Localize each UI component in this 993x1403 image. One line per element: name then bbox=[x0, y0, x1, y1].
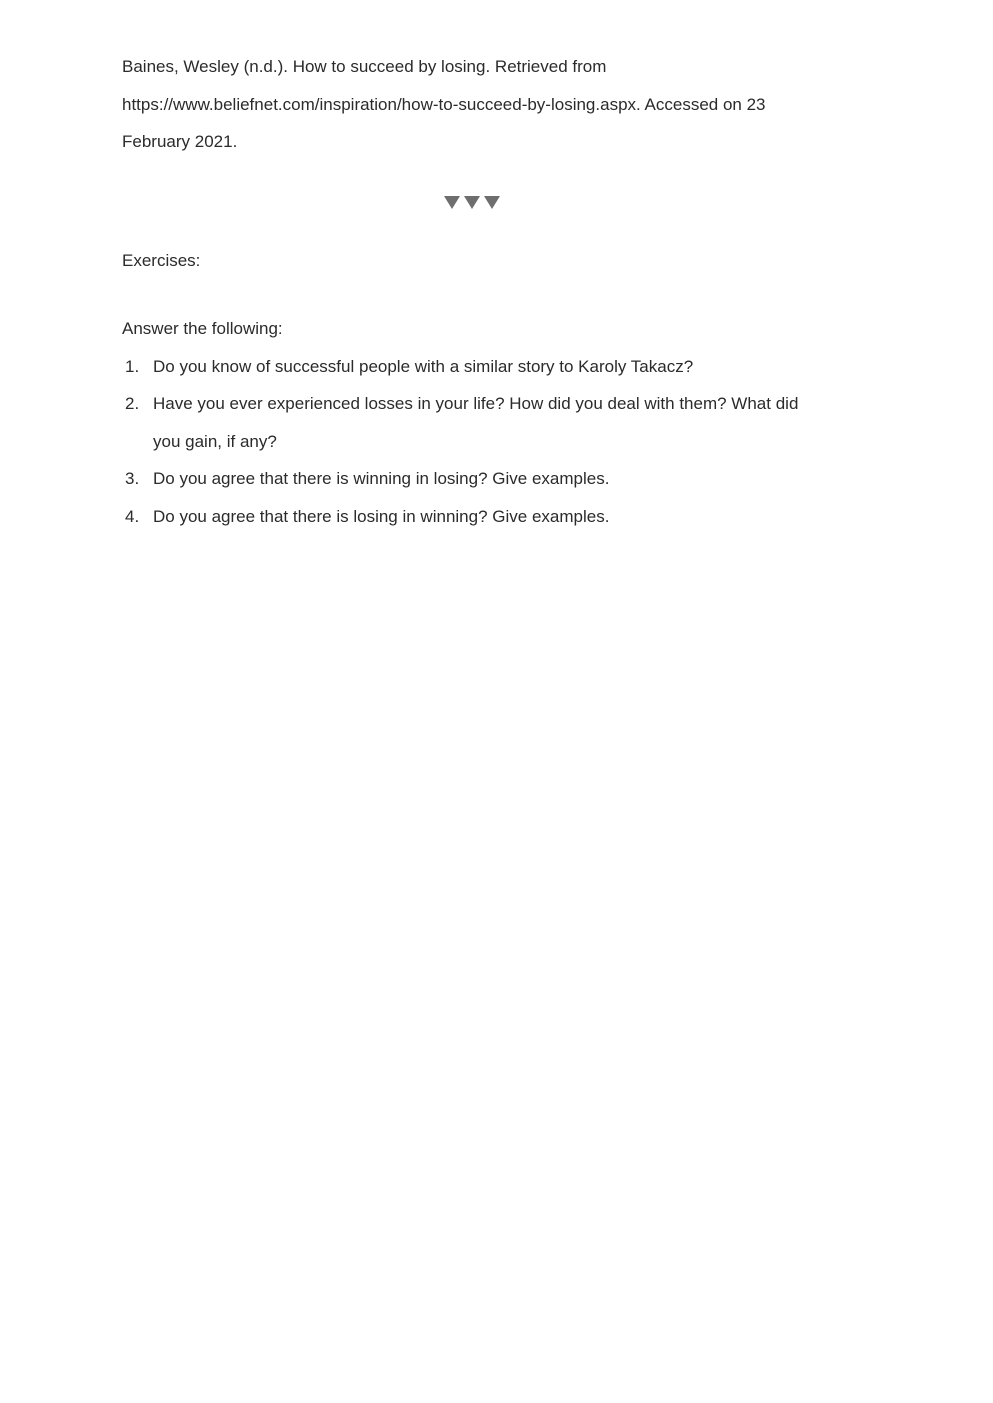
list-item bbox=[122, 498, 822, 536]
question-text: Have you ever experienced losses in your life? How did you deal with them? What did you gain, if any? bbox=[153, 394, 799, 451]
document-page bbox=[122, 48, 822, 535]
exercises-instruction: Answer the following: bbox=[122, 319, 283, 338]
question-number: 2. bbox=[125, 394, 140, 413]
citation-line-3: February 2021. bbox=[122, 132, 238, 151]
question-number: 1. bbox=[125, 356, 140, 376]
citation-line-1: Baines, Wesley (n.d.). How to succeed by losing. Retrieved from bbox=[122, 57, 607, 76]
list-item bbox=[122, 460, 822, 498]
down-triangle-icon bbox=[464, 196, 480, 209]
list-item bbox=[122, 348, 822, 386]
citation-line-2: https://www.beliefnet.com/inspiration/how-to-succeed-by-losing.aspx. Accessed on 23 bbox=[122, 94, 766, 114]
down-triangle-icon bbox=[444, 196, 460, 209]
section-separator bbox=[122, 183, 822, 223]
question-text: Do you agree that there is winning in losing? Give examples. bbox=[153, 469, 610, 488]
question-list bbox=[122, 348, 822, 536]
reference-citation bbox=[122, 48, 822, 161]
exercises-heading: Exercises: bbox=[122, 250, 201, 270]
question-number: 4. bbox=[125, 506, 140, 526]
down-triangle-icon bbox=[484, 196, 500, 209]
list-item bbox=[122, 385, 822, 460]
question-number: 3. bbox=[125, 469, 140, 488]
question-text: Do you know of successful people with a similar story to Karoly Takacz? bbox=[153, 356, 694, 376]
question-text: Do you agree that there is losing in winning? Give examples. bbox=[153, 506, 610, 526]
